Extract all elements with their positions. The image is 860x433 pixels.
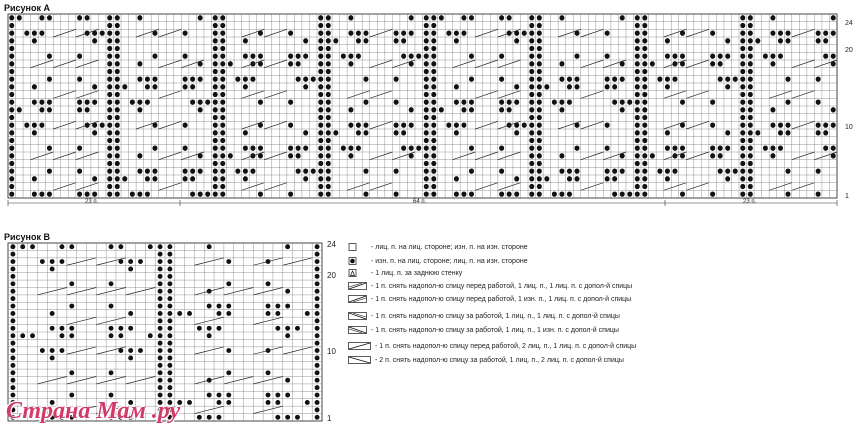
figure-b-row-20: 20 xyxy=(327,271,336,280)
figure-b-row-10: 10 xyxy=(327,347,336,356)
legend-text: - 1 лиц. п. за заднюю стенку xyxy=(371,269,463,277)
legend-text: - 1 п. снять надопол-ю спицу перед работой, 2 лиц. п., 1 лиц. п. с допол-й спицы xyxy=(375,342,637,350)
figure-a-row-20: 20 xyxy=(845,47,853,54)
legend-item xyxy=(348,267,462,279)
empty-square-icon xyxy=(348,243,368,251)
legend-item xyxy=(348,241,528,253)
figure-a-repeat-left: 23 п. xyxy=(85,199,99,205)
legend-text: - 1 п. снять надопол-ю спицу за работой, 1 лиц. п., 1 изн. п. с допол-й спицы xyxy=(371,326,619,334)
cable-5-icon xyxy=(348,342,372,350)
legend-text: - 1 п. снять надопол-ю спицу перед работой, 1 лиц. п., 1 лиц. п. с допол-й спицы xyxy=(371,282,633,290)
legend-item xyxy=(348,280,632,292)
legend-item xyxy=(348,310,620,322)
legend-text: - изн. п. на лиц. стороне; лиц. п. на изн. стороне xyxy=(371,257,528,265)
cable-6-icon xyxy=(348,356,372,364)
cable-2-icon xyxy=(348,295,368,303)
figure-a-row-10: 10 xyxy=(845,124,853,131)
legend-text: - 2 п. снять надопол-ю спицу за работой, 1 лиц. п., 2 лиц. п. с допол-й спицы xyxy=(375,356,624,364)
site-watermark: Страна Мам .ру xyxy=(6,398,181,424)
cable-1-icon xyxy=(348,282,368,290)
legend-item xyxy=(348,324,619,336)
cable-3-icon xyxy=(348,312,368,320)
figure-b-row-1: 1 xyxy=(327,414,332,423)
cable-4-icon xyxy=(348,326,368,334)
figure-b-title: Рисунок В xyxy=(4,232,50,242)
legend-item xyxy=(348,354,624,366)
legend-text: - 1 п. снять надопол-ю спицу перед работой, 1 изн. п., 1 лиц. п. с допол-й спицы xyxy=(371,295,632,303)
figure-b-row-24: 24 xyxy=(327,240,336,249)
figure-a-repeat-middle: 64 п. xyxy=(413,199,427,205)
legend-item xyxy=(348,255,528,267)
figure-a-title: Рисунок А xyxy=(4,3,50,13)
dot-square-icon xyxy=(348,257,368,265)
figure-a-repeat-right: 23 п. xyxy=(743,199,757,205)
legend-item xyxy=(348,293,631,305)
figure-a-row-1: 1 xyxy=(845,193,849,200)
legend-text: - лиц. п. на лиц. стороне; изн. п. на изн. стороне xyxy=(371,243,528,251)
triangle-square-icon xyxy=(348,269,368,277)
figure-a-row-24: 24 xyxy=(845,20,853,27)
legend-item xyxy=(348,340,636,352)
legend-text: - 1 п. снять надопол-ю спицу за работой, 1 лиц. п., 1 лиц. п. с допол-й спицы xyxy=(371,312,620,320)
